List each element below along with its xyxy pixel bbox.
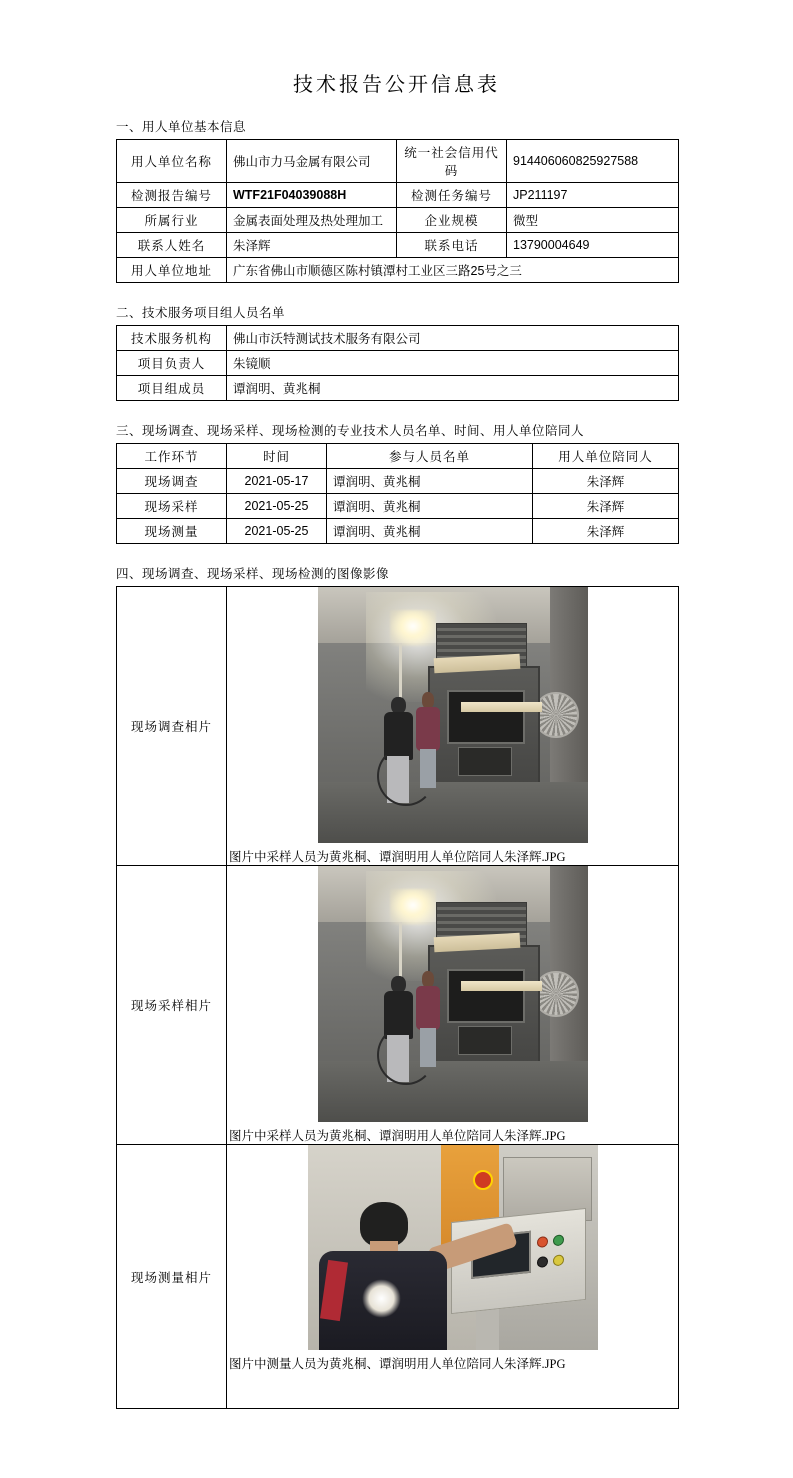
table-row (117, 519, 679, 544)
photo-caption: 图片中采样人员为黄兆桐、谭润明用人单位陪同人朱泽辉.JPG (229, 1129, 566, 1143)
table-row (117, 208, 679, 233)
photo-cell (227, 1145, 679, 1409)
field-value: 朱镜顺 (227, 351, 679, 376)
cell-stage: 现场测量 (117, 519, 227, 544)
field-label: 联系人姓名 (117, 233, 227, 258)
field-label: 项目组成员 (117, 376, 227, 401)
field-label: 技术服务机构 (117, 326, 227, 351)
field-label: 检测任务编号 (397, 183, 507, 208)
photo-caption: 图片中采样人员为黄兆桐、谭润明用人单位陪同人朱泽辉.JPG (229, 850, 566, 864)
field-value: 914406060825927588 (507, 140, 679, 183)
section-1-heading: 一、用人单位基本信息 (116, 120, 247, 134)
table-row (117, 351, 679, 376)
cell-date: 2021-05-25 (227, 494, 327, 519)
column-header: 用人单位陪同人 (533, 444, 679, 469)
section-2-heading: 二、技术服务项目组人员名单 (116, 306, 286, 320)
photo-cell (227, 587, 679, 866)
field-value: 金属表面处理及热处理加工 (227, 208, 397, 233)
cell-stage: 现场采样 (117, 494, 227, 519)
site-measurement-photo (308, 1145, 598, 1350)
field-label: 企业规模 (397, 208, 507, 233)
table-row (117, 140, 679, 183)
field-value: 佛山市力马金属有限公司 (227, 140, 397, 183)
table-row (117, 326, 679, 351)
table-header-row (117, 444, 679, 469)
column-header: 参与人员名单 (327, 444, 533, 469)
site-survey-photo (318, 587, 588, 843)
section-4-heading: 四、现场调查、现场采样、现场检测的图像影像 (116, 567, 390, 581)
photo-evidence-table (116, 586, 679, 1409)
cell-personnel: 谭润明、黄兆桐 (327, 469, 533, 494)
photo-row-measurement (117, 1145, 679, 1409)
cell-accompany: 朱泽辉 (533, 519, 679, 544)
cell-accompany: 朱泽辉 (533, 469, 679, 494)
photo-wrap (227, 866, 678, 1144)
field-value: 13790004649 (507, 233, 679, 258)
cell-date: 2021-05-25 (227, 519, 327, 544)
section-3-heading: 三、现场调查、现场采样、现场检测的专业技术人员名单、时间、用人单位陪同人 (116, 424, 585, 438)
table-row (117, 258, 679, 283)
project-team-table (116, 325, 679, 401)
site-sampling-photo (318, 866, 588, 1122)
photo-caption: 图片中测量人员为黄兆桐、谭润明用人单位陪同人朱泽辉.JPG (229, 1357, 566, 1371)
cell-stage: 现场调查 (117, 469, 227, 494)
field-value: 微型 (507, 208, 679, 233)
factory-scene-graphic (318, 866, 588, 1122)
field-label: 联系电话 (397, 233, 507, 258)
field-work-table (116, 443, 679, 544)
table-row (117, 233, 679, 258)
page-title: 技术报告公开信息表 (293, 74, 500, 96)
field-label: 用人单位名称 (117, 140, 227, 183)
cell-accompany: 朱泽辉 (533, 494, 679, 519)
field-value: 谭润明、黄兆桐 (227, 376, 679, 401)
factory-scene-graphic (318, 587, 588, 843)
field-value: JP211197 (507, 183, 679, 208)
photo-cell (227, 866, 679, 1145)
table-row (117, 494, 679, 519)
field-label: 检测报告编号 (117, 183, 227, 208)
photo-wrap (227, 587, 678, 865)
cell-date: 2021-05-17 (227, 469, 327, 494)
field-value: 佛山市沃特测试技术服务有限公司 (227, 326, 679, 351)
table-row (117, 469, 679, 494)
field-value: WTF21F04039088H (227, 183, 397, 208)
control-panel-scene-graphic (308, 1145, 598, 1350)
photo-label: 现场测量相片 (117, 1145, 227, 1409)
field-value: 广东省佛山市顺德区陈村镇潭村工业区三路25号之三 (227, 258, 679, 283)
photo-wrap (227, 1145, 678, 1372)
column-header: 工作环节 (117, 444, 227, 469)
field-label: 所属行业 (117, 208, 227, 233)
employer-info-table (116, 139, 679, 283)
photo-row-survey (117, 587, 679, 866)
cell-personnel: 谭润明、黄兆桐 (327, 519, 533, 544)
table-row (117, 183, 679, 208)
photo-label: 现场调查相片 (117, 587, 227, 866)
table-row (117, 376, 679, 401)
field-value: 朱泽辉 (227, 233, 397, 258)
field-label: 用人单位地址 (117, 258, 227, 283)
cell-personnel: 谭润明、黄兆桐 (327, 494, 533, 519)
photo-row-sampling (117, 866, 679, 1145)
field-label: 项目负责人 (117, 351, 227, 376)
column-header: 时间 (227, 444, 327, 469)
photo-label: 现场采样相片 (117, 866, 227, 1145)
field-label: 统一社会信用代码 (397, 140, 507, 183)
